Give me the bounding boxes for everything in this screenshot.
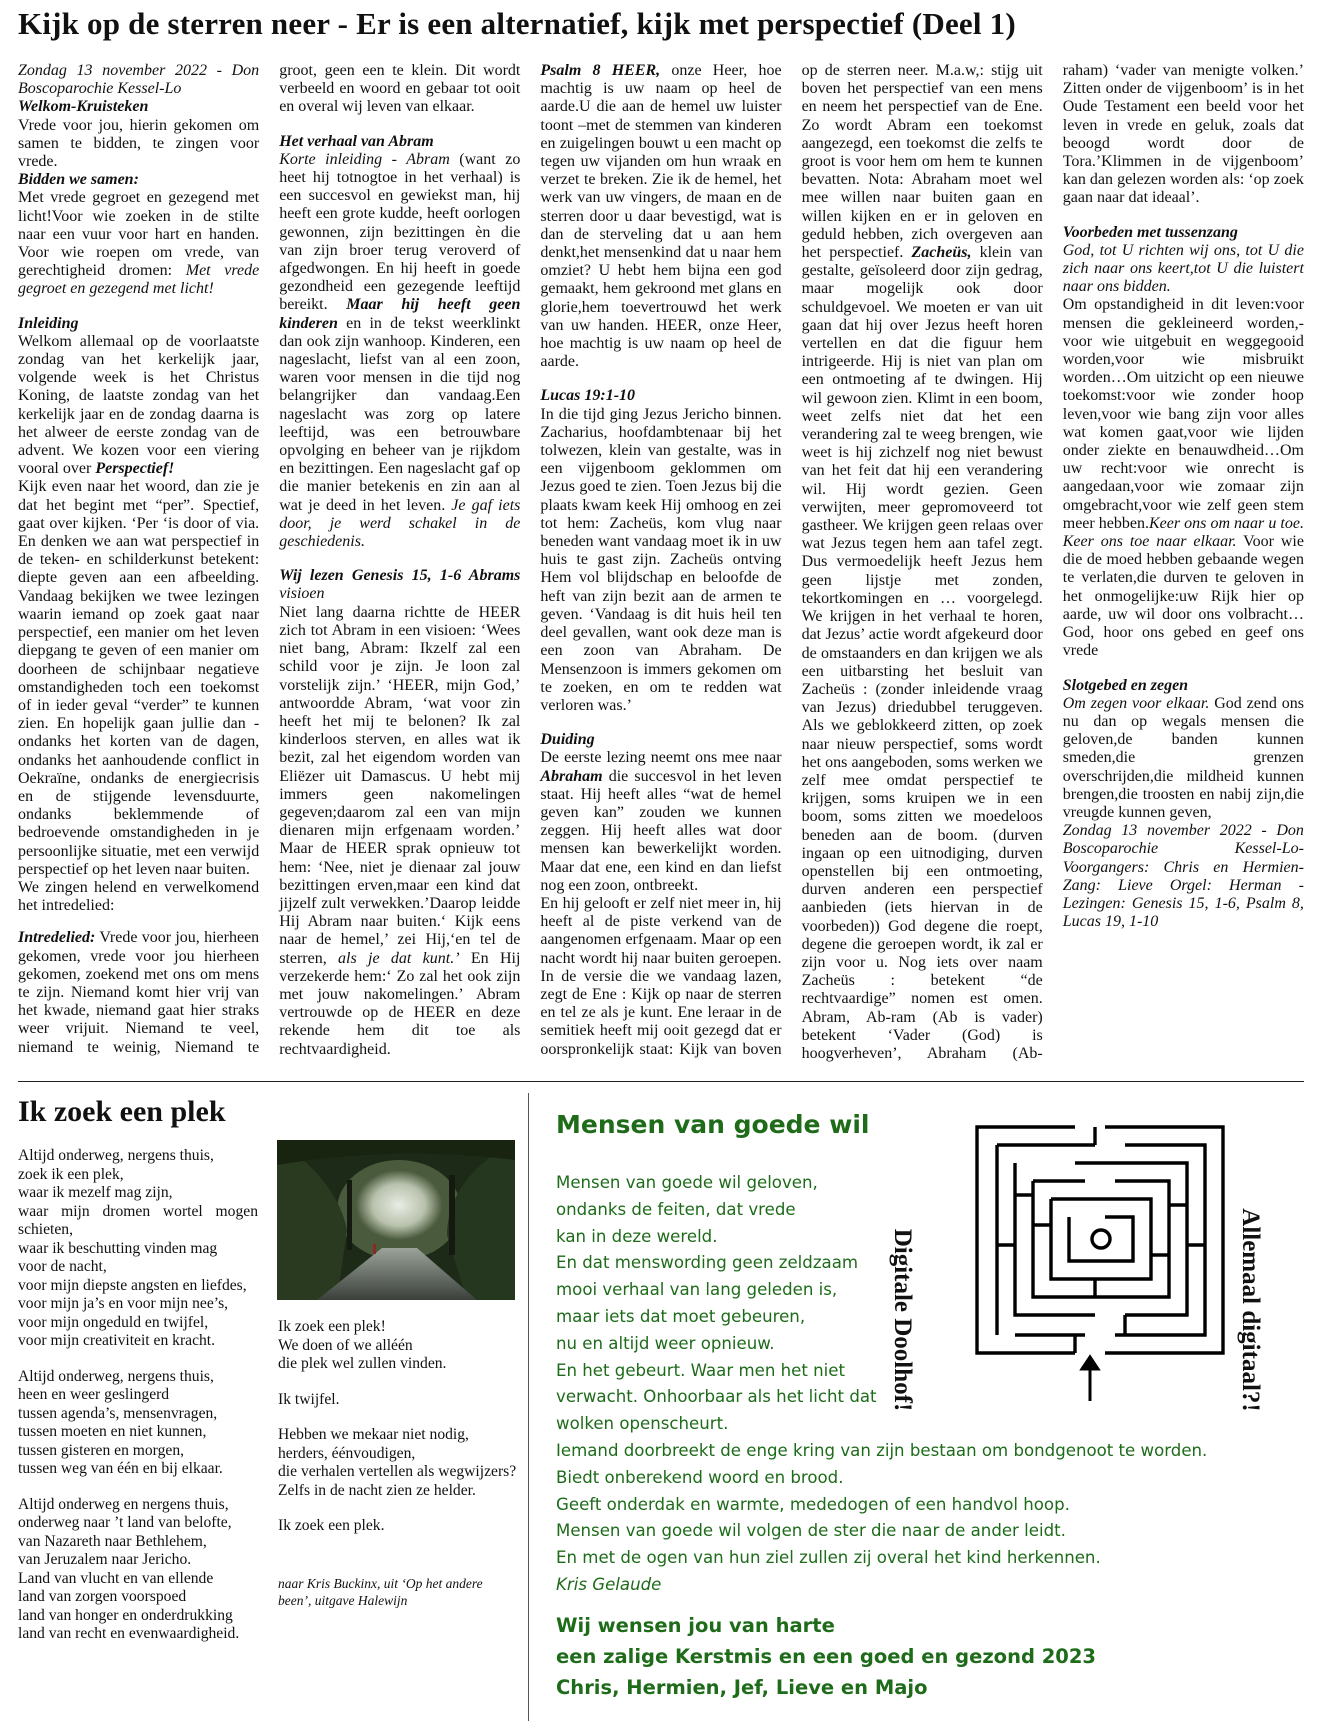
- poem-right-column: [278, 1318, 518, 1536]
- goede-wil-line: Mensen van goede wil volgen de ster die naar de ander leidt.: [556, 1521, 1066, 1541]
- left-stanza: [18, 1368, 258, 1479]
- goede-wil-line: maar iets dat moet gebeuren,: [556, 1306, 806, 1326]
- section-divider: [18, 1081, 1304, 1082]
- poem-line: Land van vlucht en van ellende: [18, 1569, 214, 1587]
- left-stanza: [18, 1496, 258, 1644]
- bidden-text: Met vrede gegroet en gezegend met licht!Voor wie zoeken in de stilte naar een vuur voor hart en handen. Voor wie roepen om vrede, van gerechtigheid dromen: Met vrede gegroet en gezegend met licht!: [18, 189, 260, 298]
- poem-line: die verhalen vertellen als wegwijzers?: [278, 1463, 517, 1480]
- inleiding-text-2: Kijk even naar het woord, dan zie je dat het begint met “per”. Spectief, gaat over kijken. ‘Per ‘is door of via. En denken we aan wat perspectief in de teken- en schilderkunst betekent: diepte geven aan een afbeelding. Vandaag bekijken we twee lezingen waarin iemand op zoek gaat naar perspectief, een manier om het leven diepgang te geven of een manier om doorheen de schijnbaar negatieve omstandigheden toch een toekomst of in ieder geval “verder” te kunnen zien. En hopelijk gaan jullie dan -ondanks het korten van de dagen, ondanks het aanhoudende conflict in Oekraïne, ondanks de energiecrisis en de stijgende levensduurte, ondanks beklemmende of bedroevende omstandigheden in je persoonlijke situatie, met een verwijd perspectief op het leven naar buiten.: [18, 478, 260, 878]
- duiding-text: De eerste lezing neemt ons mee naar Abraham die succesvol in het leven staat. Hij heeft alles “wat de hemel geven kan” zouden we kunnen zeggen. Hij heeft alles wat door mensen kan bewerkelijkt worden. Maar dat ene, een kind en dan liefst nog een zoon, ontbreekt.: [540, 749, 782, 894]
- inleiding-heading: Inleiding: [18, 314, 79, 332]
- christmas-wish: [556, 1610, 1316, 1703]
- bidden-heading: Bidden we samen:: [18, 171, 139, 189]
- voorbeden-intro: God, tot U richten wij ons, tot U die zich naar ons keert,tot U die luistert naar ons bidden.: [1062, 241, 1304, 296]
- poem-line: tussen moeten en niet kunnen,: [18, 1423, 207, 1440]
- poem-line: Hebben we mekaar niet nodig,: [278, 1426, 469, 1443]
- poem-line: tussen agenda’s, mensenvragen,: [18, 1404, 218, 1422]
- goede-wil-line: Biedt onberekend woord en brood.: [556, 1467, 844, 1487]
- slotgebed-heading: Slotgebed en zegen: [1062, 676, 1189, 694]
- voorbeden-heading: Voorbeden met tussenzang: [1062, 223, 1238, 241]
- genesis-text: Niet lang daarna richtte de HEER zich tot Abram in een visioen: ‘Wees niet bang, Abram: Ikzelf zal een schild voor je zijn. Je loon zal vorstelijk zijn.’ ‘HEER, mijn God,’ antwoordde Abram, ‘wat voor zin heeft het mij te belonen? Ik zal kinderloos sterven, en alles wat ik bezit, zal het eigendom worden van Eliëzer uit Damascus. U hebt mij immers geen nakomelingen gegeven;daarom zal een van mijn dienaren mijn erfgenaam worden.’ Maar de HEER sprak opnieuw tot hem: ‘Nee, niet je dienaar zal jouw bezittingen erven,maar een kind dat jijzelf zult verwekken.’Daarop leidde Hij Abram naar buiten.‘ Kijk eens naar de hemel,’ zei Hij,‘en tel de sterren, als je dat kunt.’ En Hij verzekerde hem:‘ Zo zal het ook zijn met jouw nakomelingen.’ Abram vertrouwde op de HEER en deze rekende hem dit toe als rechtvaardigheid.: [279, 603, 521, 1058]
- voorbeden-text: Om opstandigheid in dit leven:voor mensen die gekleineerd worden,-voor wie uitgebuit en weggegooid worden,voor wie misbruikt worden…Om uitzicht op een nieuwe toekomst:voor wie zonder hoop leven,voor wie bang zijn voor alles wat komen gaat,voor wie lijden onder ziekte en benauwdheid…Om uw recht:voor wie onrecht is aangedaan,voor wie zomaar zijn omgebracht,voor wie zelf geen stem meer hebben.Keer ons om naar u toe. Keer ons toe naar elkaar. Voor wie die de moed hebben gebaande wegen te verlaten,die durven te geloven in het onmogelijke:uw Rijk hier op aarde, uw wil door ons volbracht…God, hoor ons gebed en geef ons vrede: [1062, 296, 1304, 660]
- poem-line: voor mijn ja’s en voor mijn nee’s,: [18, 1295, 229, 1312]
- goede-wil-line: wolken openscheurt.: [556, 1414, 729, 1434]
- poem-title: Ik zoek een plek: [18, 1095, 226, 1128]
- abram-heading: Het verhaal van Abram: [279, 132, 434, 150]
- goede-wil-line: Iemand doorbreekt de enge kring van zijn bestaan om bondgenoot te worden.: [556, 1440, 1208, 1460]
- poem-line: zoek ik een plek,: [18, 1165, 124, 1183]
- poem-line: land van honger en onderdrukking: [18, 1606, 233, 1624]
- closing-meta: Zondag 13 november 2022 - Don Boscoparochie Kessel-Lo- Voorgangers: Chris en Hermien-Zang: Lieve Orgel: Herman - Lezingen: Genesis 15, 1-6, Psalm 8, Lucas 19, 1-10: [1062, 822, 1304, 931]
- lucas-text: In die tijd ging Jezus Jericho binnen. Zacharius, hoofdambtenaar bij het tolwezen, klein van gestalte, was in een vijgenboom geklommen om Jezus goed te zien. Toen Jezus bij die plaats kwam keek Hij omhoog en zei tot hem: Zacheüs, kom vlug naar beneden want vandaag moet ik in uw huis te gast zijn. Zacheüs ontving Hem vol blijdschap en beloofde de heft van zijn bezit aan de armen te geven. ‘Vandaag is dit huis heil ten deel gevallen, want ook deze man is een zoon van Abraham. De Mensenzoon is immers gekomen om te zoeken, en om te redden wat verloren was.’: [540, 405, 782, 714]
- poem-line: Ik zoek een plek.: [278, 1517, 385, 1534]
- wish-line: een zalige Kerstmis en een goed en gezond 2023: [556, 1645, 1096, 1668]
- poem-line: onderweg naar ’t land van belofte,: [18, 1514, 232, 1531]
- poem-line: Ik zoek een plek!: [278, 1318, 386, 1335]
- psalm-text: Psalm 8 HEER, onze Heer, hoe machtig is uw naam op heel de aarde.U die aan de hemel uw luister toont –met de stemmen van kinderen en zuigelingen bouwt u een macht op tegen uw vijanden om hun wraak en verzet te breken. Zie ik de hemel, het werk van uw vingers, de maan en de sterren door u daar bevestigd, wat is dan de sterveling dat u aan hem denkt,het mensenkind dat u naar hem omziet? U hebt hem bijna een god gemaakt, hem gekroond met glans en glorie,hem toevertrouwd het werk van uw handen. HEER, onze Heer, hoe machtig is uw naam op heel de aarde.: [540, 62, 782, 371]
- poem-line: die plek wel zullen vinden.: [278, 1355, 447, 1372]
- poem-line: tussen weg van één en bij elkaar.: [18, 1460, 223, 1477]
- left-stanza: [18, 1147, 258, 1351]
- poem-left-column: [18, 1147, 258, 1644]
- maze-left-label: Digitale Doolhof!: [889, 1228, 916, 1412]
- poem-line: voor de nacht,: [18, 1258, 107, 1275]
- wish-line: Chris, Hermien, Jef, Lieve en Majo: [556, 1676, 928, 1699]
- article-meta: Zondag 13 november 2022 - Don Boscoparochie Kessel-Lo: [18, 62, 260, 98]
- poem-line: waar mijn dromen wortel mogen schieten,: [18, 1202, 258, 1238]
- duiding-text-2: En hij gelooft er zelf niet meer in, hij heeft al de piste verkend van de aangenomen erfgenaam. Maar op een nacht wordt hij naar buiten geroepen. In de versie die we vandaag lazen, zegt de Ene : Kijk op naar de sterren en tel ze als je kunt. Ene leraar in de semitiek heeft mij ooit gezegd dat er oorspronkelijk staat: Kijk van boven op de sterren neer. M.a.w,: stijg uit boven het perspectief van een mens en neem het perspectief van de Ene. Zo wordt Abram een toekomst aangezegd, een toekomst die zelfs te groot is voor hem om hem te kunnen bevatten. Nota: Abraham moet wel mee willen naar buiten gaan en willen kijken en er in geloven en geduld hebben, zich overgeven aan het perspectief. Zacheüs, klein van gestalte, geïsoleerd door zijn gedrag, maar mogelijk ook door schuldgevoel. We moeten er van uit gaan dat hij over Jezus heeft horen vertellen en dat die figuur hem intrigeerde. Hij is niet van plan om een ontmoeting af te dwingen. Hij wil gewoon zien. Klimt in een boom, weet zelfs niet dat het een verandering zal te weeg brengen, wie weet is hij zichzelf nog niet bewust van het feit dat hij een verandering wil. Hij wordt gezien. Geen verwijten, meer gepromoveerd tot gastheer. We krijgen geen relaas over wat Jezus tegen hem aan tafel zegt. Dus vermoedelijk heeft Jezus hem geen lijstje met zonden, tekortkomingen en … voorgelegd. We krijgen in het verhaal te horen, dat Jezus’ actie wordt afgekeurd door de omstaanders en dan krijgen we als een uitbarsting het besluit van Zacheüs : (zonder inleidende vraag van Jezus) driedubbel teruggeven. Als we geblokkeerd zitten, op zoek naar nieuw perspectief, soms wordt het ons aangeboden, soms werken we zelf mee omdat perspectief te krijgen, soms kruipen we in een boom, soms zitten we moedeloos beneden aan de boom. (durven ingaan op een uitnodiging, durven openstellen bij een ontmoeting, durven anderen een perspectief aanbieden (iets hiervan in de voorbeden)) God degene die roept, degene die geroepen wordt, ik zal er zijn voor u. Nog iets over naam Zacheüs : betekent “de rechtvaardige” nomen est omen. Abram, Ab-ram (Ab is vader) betekent ‘Vader (God) is hoogverheven’, Abraham (Ab-raham) ‘vader van menigte volken.’ Zitten onder de vijgenboom’ is in het Oude Testament een beeld voor het leven in vrede en geluk, zoals dat beoogd wordt door de Tora.’Klimmen in de vijgenboom’ kan dan gelezen worden als: ‘op zoek gaan naar dat ideaal’.: [540, 62, 1304, 1062]
- maze-icon: [975, 1125, 1225, 1405]
- goede-wil-line: En het gebeurt. Waar men het niet: [556, 1360, 845, 1380]
- goede-wil-line: Geeft onderdak en warmte, mededogen of een handvol hoop.: [556, 1494, 1070, 1514]
- poem-line: Altijd onderweg, nergens thuis,: [18, 1367, 214, 1385]
- genesis-heading: Wij lezen Genesis 15, 1-6 Abrams visioen: [279, 567, 521, 603]
- goede-wil-line: mooi verhaal van lang geleden is,: [556, 1280, 838, 1300]
- poem-line: Zelfs in de nacht zien ze helder.: [278, 1481, 476, 1499]
- poem-line: heen en weer geslingerd: [18, 1386, 170, 1403]
- page-title: Kijk op de sterren neer - Er is een alternatief, kijk met perspectief (Deel 1): [18, 6, 1016, 41]
- poem-credit: naar Kris Buckinx, uit ‘Op het andere been’, uitgave Halewijn: [278, 1576, 483, 1608]
- poem-line: herders, éénvoudigen,: [278, 1444, 416, 1462]
- right-stanza: [278, 1318, 518, 1374]
- right-stanza: [278, 1426, 518, 1500]
- intredelied: Intredelied: Vrede voor jou, hierheen gekomen, vrede voor jou hierheen gekomen, zoekend met ons om mens te zijn. Niemand komt hier vrij van het kwade, niemand gaat hier straks weer vrijuit. Niemand te veel, niemand te weinig, Niemand te groot, geen een te klein. Dit wordt verbeeld en woord en gebaar tot ooit en overal wij leven van elkaar.: [18, 62, 521, 1056]
- duiding-heading: Duiding: [540, 731, 595, 749]
- poem-line: van Jeruzalem naar Jericho.: [18, 1551, 192, 1568]
- poem-line: tussen gisteren en morgen,: [18, 1441, 185, 1459]
- goede-wil-line: nu en altijd weer opnieuw.: [556, 1333, 775, 1353]
- goede-wil-line: En met de ogen van hun ziel zullen zij overal het kind herkennen.: [556, 1548, 1101, 1568]
- inleiding-text-3: We zingen helend en verwelkomend het intredelied:: [18, 878, 260, 915]
- goede-wil-line: ondanks de feiten, dat vrede: [556, 1199, 796, 1219]
- goede-wil-line: Mensen van goede wil geloven,: [556, 1173, 818, 1192]
- poem-line: voor mijn creativiteit en kracht.: [18, 1332, 216, 1349]
- poem-line: voor mijn diepste angsten en liefdes,: [18, 1276, 247, 1294]
- poem-line: Ik twijfel.: [278, 1390, 340, 1408]
- abram-text: Korte inleiding - Abram (want zo heet hij totnogtoe in het verhaal) is een succesvol en gewiekst man, hij heeft een grote kudde, heeft oorlogen gewonnen, zijn bezittingen èn die van zijn broer terug veroverd of afgedwongen. En hij heeft in goede gezondheid een gezegende leeftijd bereikt. Maar hij heeft geen kinderen en in de tekst weerklinkt dan ook zijn wanhoop. Kinderen, een nageslacht, liefst van al een zoon, waren voor mensen in die tijd nog belangrijker dan vandaag.Een nageslacht was zorg op latere leeftijd, was een betrouwbare opvolging en beheer van je rijkdom en bezittingen. Een nageslacht gaf op die manier betekenis en zin aan al wat je deed in het leven. Je gaf iets door, je werd schakel in de geschiedenis.: [279, 150, 521, 551]
- poem-line: land van recht en evenwaardigheid.: [18, 1625, 240, 1642]
- inleiding-text: Welkom allemaal op de voorlaatste zondag van het kerkelijk jaar, volgende week is het Christus Koning, de laatste zondag van het kerkelijk jaar en de zondag daarna is het alweer de eerste zondag van de advent. We kozen voor een viering vooral over Perspectief!: [18, 332, 260, 478]
- goede-wil-title: Mensen van goede wil: [556, 1110, 870, 1139]
- wish-line: Wij wensen jou van harte: [556, 1614, 835, 1637]
- poem-line: Altijd onderweg en nergens thuis,: [18, 1495, 229, 1513]
- poem-line: waar ik mezelf mag zijn,: [18, 1184, 173, 1201]
- welkom-text: Vrede voor jou, hierin gekomen om samen te bidden, te zingen voor vrede.: [18, 116, 260, 171]
- article-columns: [18, 62, 1304, 1072]
- welkom-heading: Welkom-Kruisteken: [18, 98, 149, 116]
- right-stanza: [278, 1517, 518, 1536]
- poem-line: waar ik beschutting vinden mag: [18, 1239, 218, 1257]
- right-stanza: [278, 1391, 518, 1410]
- lucas-heading: Lucas 19:1-10: [540, 387, 636, 405]
- poem-line: We doen of we alléén: [278, 1336, 413, 1354]
- poem-line: Altijd onderweg, nergens thuis,: [18, 1147, 214, 1164]
- goede-wil-line: kan in deze wereld.: [556, 1226, 718, 1246]
- forest-road-photo: [277, 1140, 515, 1300]
- poem-line: van Nazareth naar Bethlehem,: [18, 1532, 207, 1550]
- column-divider: [528, 1093, 529, 1721]
- slotgebed-text: Om zegen voor elkaar. God zend ons nu dan op wegals mensen die geloven,de banden kunnen smeden,die grenzen overschrijden,die mildheid kunnen brengen,die troosten en nabij zijn,die vreugde kunnen geven,: [1062, 694, 1304, 821]
- goede-wil-line: verwacht. Onhoorbaar als het licht dat: [556, 1387, 877, 1407]
- maze-right-label: Allemaal digitaal?!: [1237, 1208, 1264, 1412]
- goede-wil-line: En dat menswording geen zeldzaam: [556, 1253, 859, 1273]
- poem-line: land van zorgen voorspoed: [18, 1588, 187, 1605]
- goede-wil-line: Kris Gelaude: [556, 1574, 662, 1594]
- poem-line: voor mijn ongeduld en twijfel,: [18, 1313, 209, 1331]
